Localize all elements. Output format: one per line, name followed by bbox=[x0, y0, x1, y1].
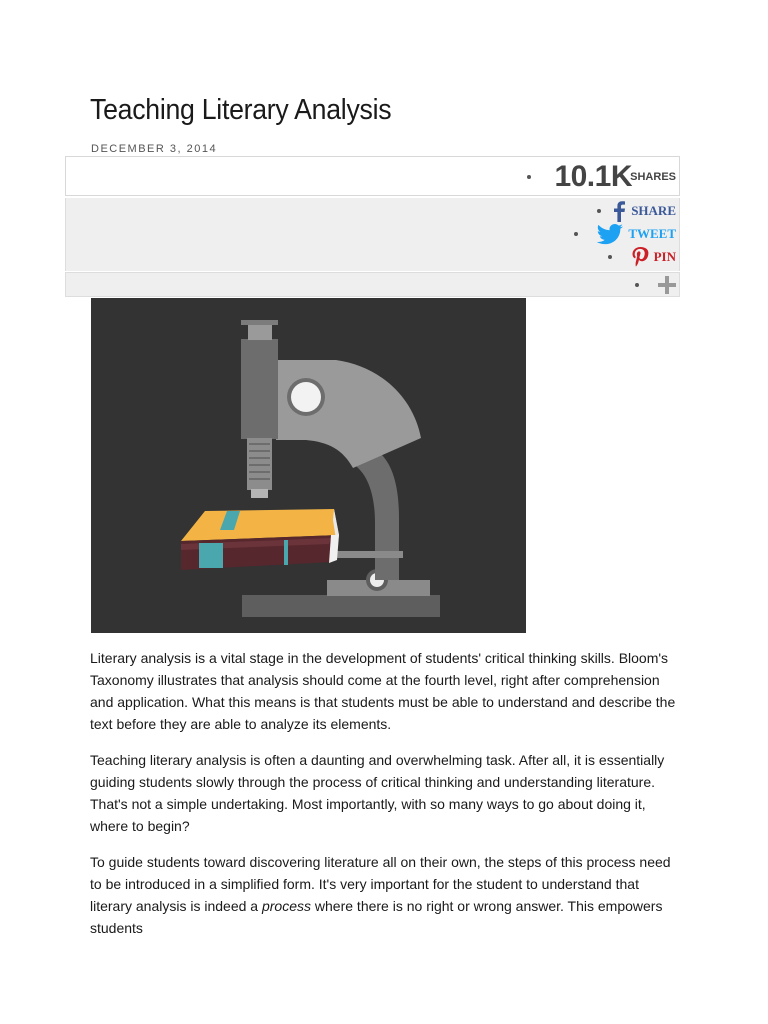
twitter-icon bbox=[596, 223, 624, 245]
more-share-panel bbox=[65, 272, 680, 297]
article-title: Teaching Literary Analysis bbox=[90, 94, 392, 126]
pinterest-pin-button[interactable] bbox=[608, 246, 676, 268]
microscope-illustration bbox=[91, 298, 526, 633]
article-paragraph bbox=[90, 851, 680, 939]
more-share-button[interactable] bbox=[635, 274, 677, 296]
list-bullet bbox=[597, 209, 601, 213]
pinterest-icon bbox=[630, 246, 650, 268]
article-paragraph: Teaching literary analysis is often a daunting and overwhelming task. After all, it is essentially guiding students slowly through the process of critical thinking and understanding literature. That's not a simple undertaking. Most importantly, with so many ways to go about doing it, where to begin? bbox=[90, 752, 665, 834]
article-date: DECEMBER 3, 2014 bbox=[91, 143, 218, 155]
list-bullet bbox=[527, 175, 531, 179]
list-bullet bbox=[574, 232, 578, 236]
emphasized-word: process bbox=[261, 898, 312, 914]
share-count-bar bbox=[65, 156, 680, 196]
twitter-tweet-button[interactable] bbox=[574, 223, 676, 245]
facebook-share-button[interactable] bbox=[597, 200, 676, 222]
facebook-share-label: SHARE bbox=[631, 203, 676, 218]
share-buttons-panel bbox=[65, 198, 680, 271]
list-bullet bbox=[608, 255, 612, 259]
share-count-label: SHARES bbox=[630, 171, 676, 183]
list-bullet bbox=[635, 283, 639, 287]
paragraph-text: To guide students toward discovering literature all on their own, the steps of this process need to be introduced in a simplified form. It's very important for the student to understand that literary analysis is indeed a bbox=[90, 854, 671, 914]
article-paragraph: Literary analysis is a vital stage in the development of students' critical thinking skills. Bloom's Taxonomy illustrates that analysis should come at the fourth level, right after comprehension and application. What this means is that students must be able to understand and describe the text before they are able to analyze its elements. bbox=[90, 650, 676, 732]
plus-icon bbox=[657, 275, 677, 295]
pinterest-pin-label: PIN bbox=[653, 249, 676, 264]
facebook-icon bbox=[611, 200, 627, 222]
paragraph-text: where there is no right or wrong answer. This empowers students bbox=[90, 898, 663, 936]
twitter-tweet-label: TWEET bbox=[628, 226, 676, 241]
share-count: 10.1K bbox=[554, 160, 632, 193]
